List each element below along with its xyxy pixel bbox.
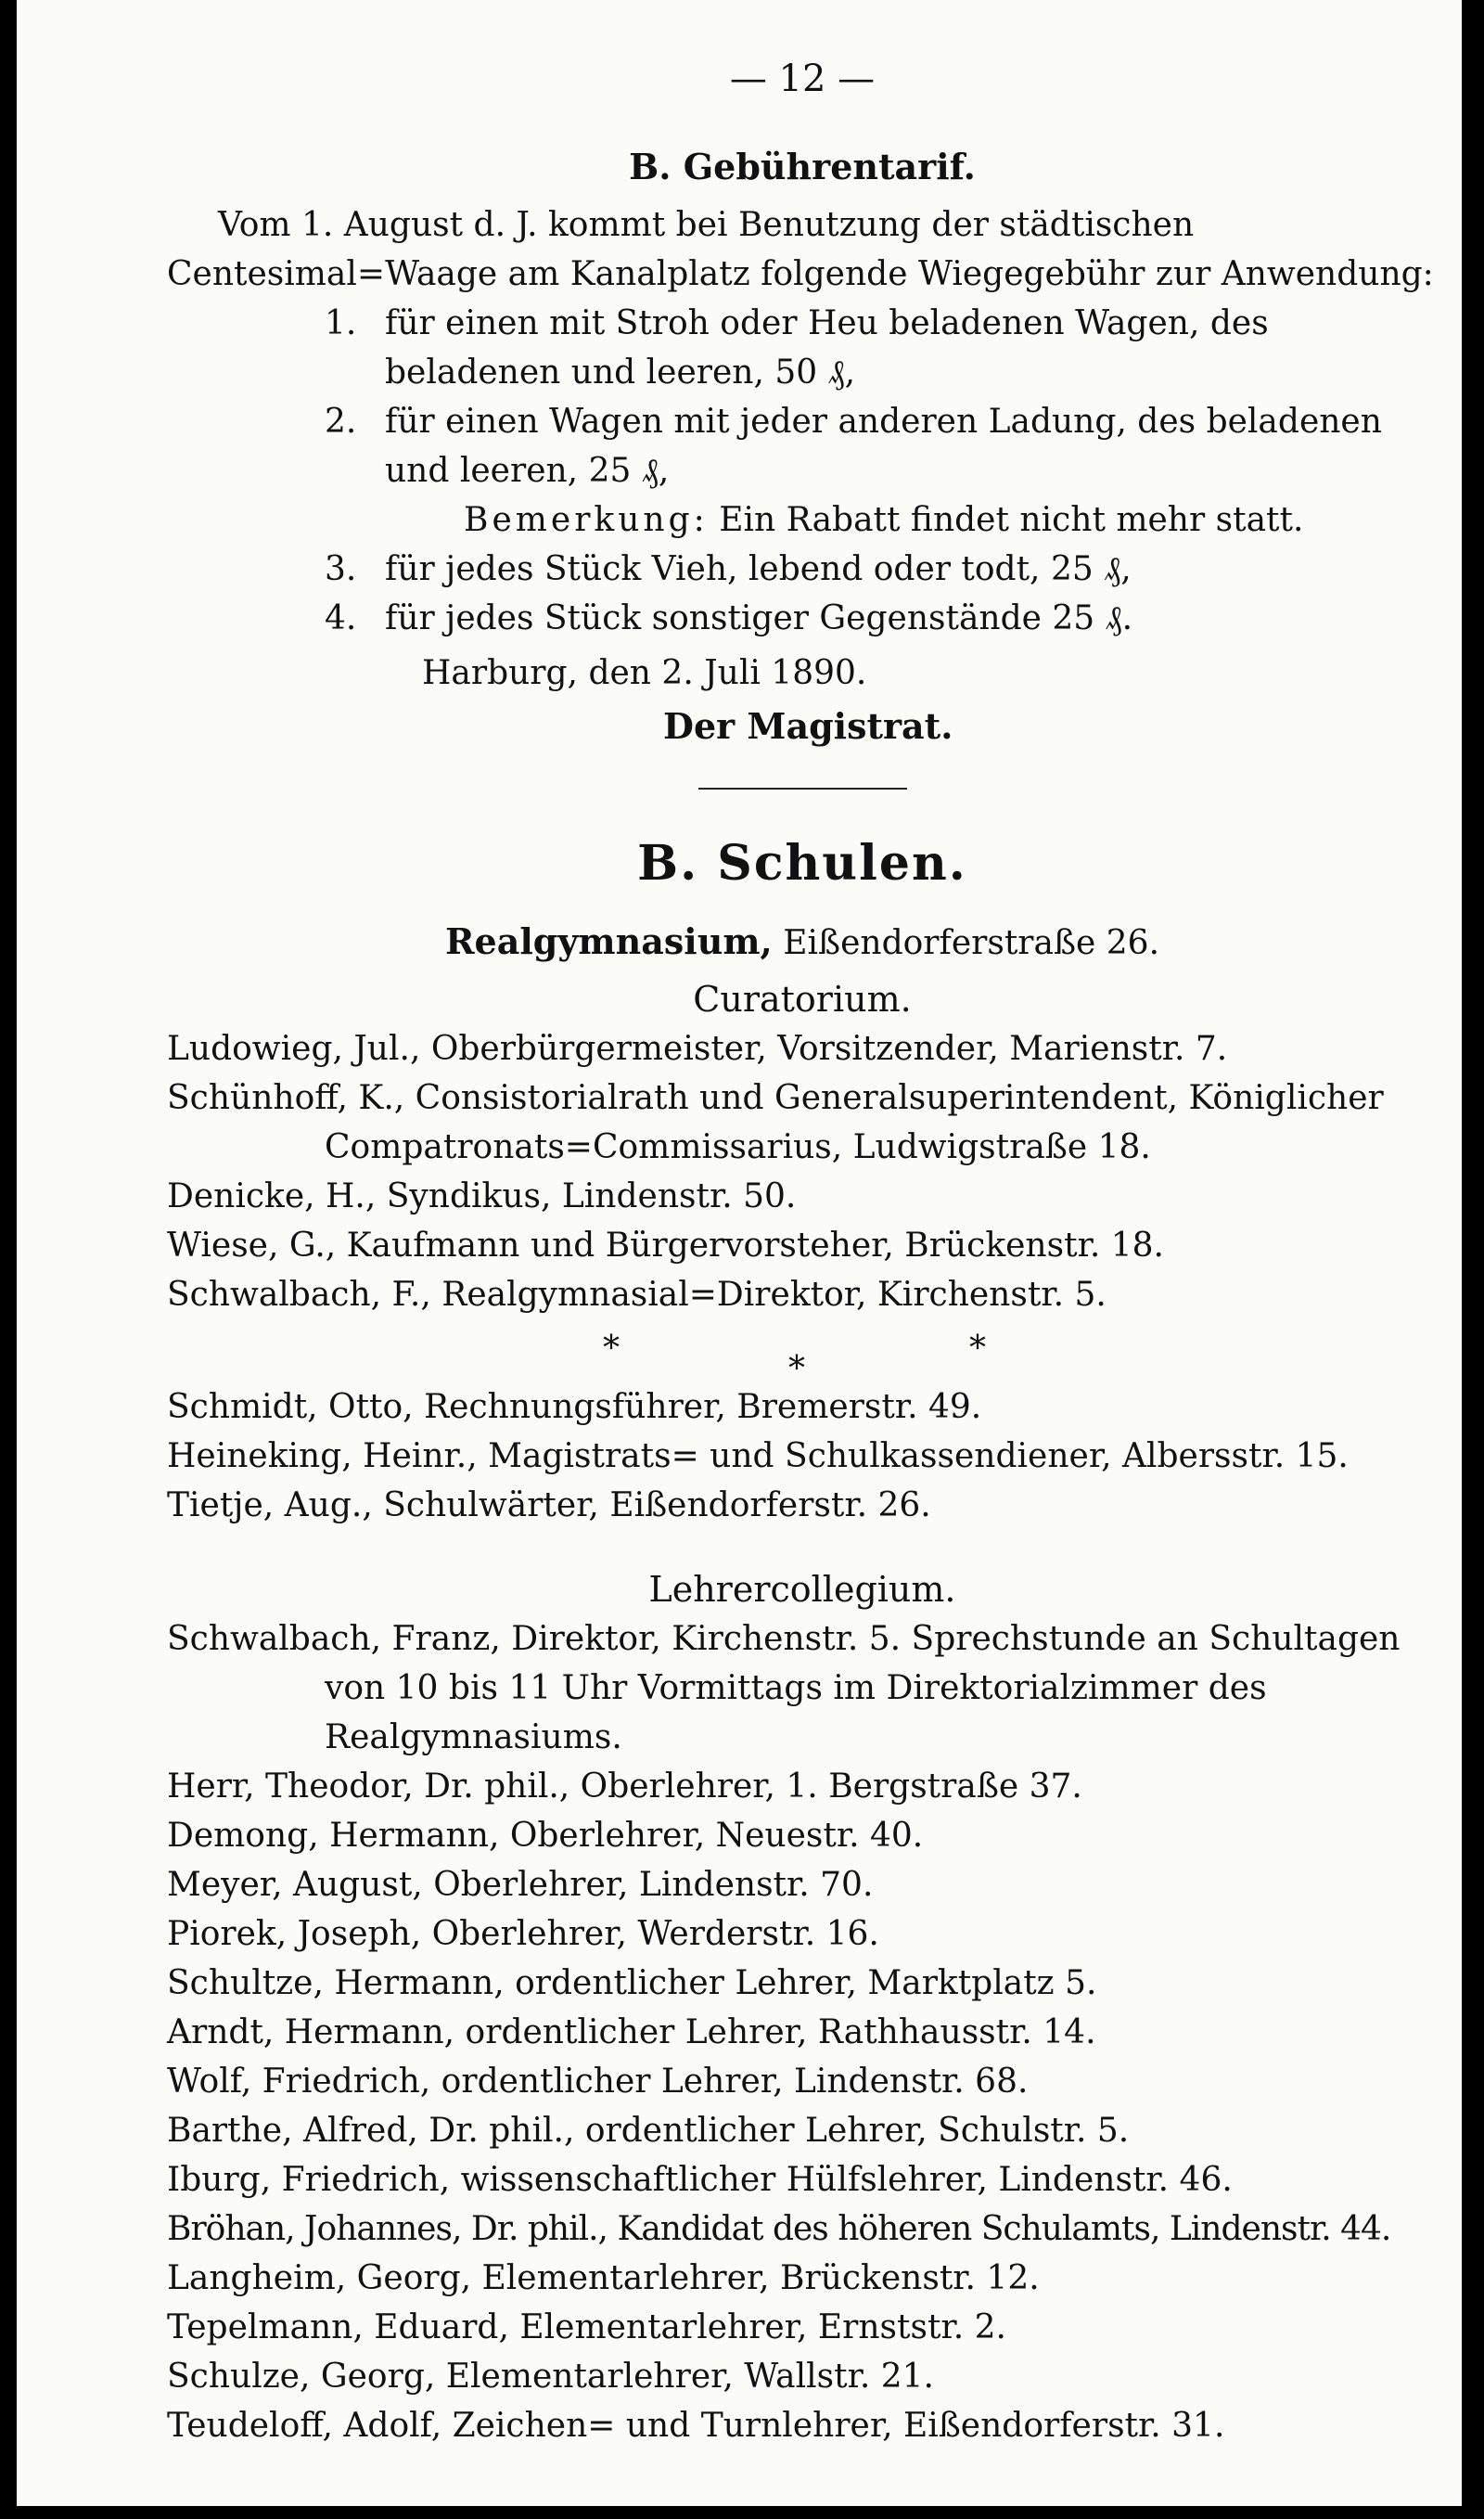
gebuehrentarif-heading: B. Gebührentarif. [629, 146, 976, 187]
list-item: Teudeloff, Adolf, Zeichen= und Turnlehrer, Eißendorferstr. 31. [167, 2407, 1225, 2445]
curatorium-title: Curatorium. [693, 979, 912, 1020]
list-item: Arndt, Hermann, ordentlicher Lehrer, Rathhausstr. 14. [167, 2013, 1096, 2051]
asterisk: * [788, 1350, 805, 1388]
list-item: Schwalbach, Franz, Direktor, Kirchenstr. 5. Sprechstunde an Schultagen von 10 bis 11 Uhr Vormittags im Direktorialzimmer des Realgymnasiums. [167, 1620, 1401, 1756]
lehrer-list [167, 1614, 1438, 2450]
school-title [167, 917, 1438, 968]
tariff-item [167, 397, 1438, 495]
tariff-item-text: für einen mit Stroh oder Heu beladenen Wagen, des beladenen und leeren, 50 ₰, [385, 304, 1269, 392]
staff-list [167, 1382, 1438, 1530]
curatorium-list [167, 1024, 1438, 1319]
list-item: Schwalbach, F., Realgymnasial=Direktor, Kirchenstr. 5. [167, 1276, 1107, 1314]
tariff-item-number: 3. [325, 550, 357, 588]
list-item: Piorek, Joseph, Oberlehrer, Werderstr. 16. [167, 1915, 879, 1953]
list-item: Schmidt, Otto, Rechnungsführer, Bremerstr. 49. [167, 1388, 982, 1426]
schulen-heading: B. Schulen. [637, 835, 967, 892]
list-item: Iburg, Friedrich, wissenschaftlicher Hülfslehrer, Lindenstr. 46. [167, 2161, 1233, 2199]
asterism [167, 1324, 1438, 1388]
list-item: Bröhan, Johannes, Dr. phil., Kandidat des höheren Schulamts, Lindenstr. 44. [167, 2210, 1391, 2248]
tariff-item-text: für einen Wagen mit jeder anderen Ladung, des beladenen und leeren, 25 ₰, [385, 403, 1382, 490]
magistrat-signature: Der Magistrat. [663, 705, 953, 747]
date-line: Harburg, den 2. Juli 1890. [422, 654, 867, 692]
list-item: Wolf, Friedrich, ordentlicher Lehrer, Lindenstr. 68. [167, 2063, 1029, 2101]
page-content [167, 51, 1438, 2450]
list-item: Meyer, August, Oberlehrer, Lindenstr. 70. [167, 1866, 874, 1904]
tariff-item-number: 2. [325, 403, 357, 441]
list-item: Heineking, Heinr., Magistrats= und Schulkassendiener, Albersstr. 15. [167, 1437, 1349, 1475]
bemerkung-label: Bemerkung: [464, 501, 709, 539]
tariff-item-number: 1. [325, 304, 357, 342]
list-item: Demong, Hermann, Oberlehrer, Neuestr. 40. [167, 1817, 924, 1855]
scan-border-bottom [0, 2506, 1484, 2519]
list-item: Wiese, G., Kaufmann und Bürgervorsteher, Brückenstr. 18. [167, 1227, 1164, 1265]
list-item: Schünhoff, K., Consistorialrath und Generalsuperintendent, Königlicher Compatronats=Commissarius, Ludwigstraße 18. [167, 1079, 1384, 1166]
list-item: Schulze, Georg, Elementarlehrer, Wallstr. 21. [167, 2358, 934, 2396]
list-item: Tietje, Aug., Schulwärter, Eißendorferstr. 26. [167, 1486, 931, 1524]
tariff-item-text: für jedes Stück Vieh, lebend oder todt, 25 ₰, [385, 550, 1132, 588]
bemerkung-text: Ein Rabatt findet nicht mehr statt. [719, 501, 1304, 539]
scan-border-right [1462, 0, 1484, 2519]
list-item: Langheim, Georg, Elementarlehrer, Brückenstr. 12. [167, 2259, 1040, 2297]
school-name: Realgymnasium, [444, 920, 773, 962]
tariff-item [167, 594, 1438, 643]
list-item: Schultze, Hermann, ordentlicher Lehrer, Marktplatz 5. [167, 1964, 1097, 2002]
gebuehrentarif-intro: Vom 1. August d. J. kommt bei Benutzung der städtischen Centesimal=Waage am Kanalplatz folgende Wiegegebühr zur Anwendung: [167, 206, 1434, 293]
school-address: Eißendorferstraße 26. [783, 924, 1160, 962]
asterisk: * [603, 1330, 620, 1368]
scan-border-left [0, 0, 17, 2519]
page-number: — 12 — [729, 58, 876, 100]
asterisk: * [969, 1330, 986, 1368]
list-item: Herr, Theodor, Dr. phil., Oberlehrer, 1. Bergstraße 37. [167, 1767, 1082, 1806]
tariff-item [167, 545, 1438, 594]
lehrercollegium-title: Lehrercollegium. [648, 1569, 956, 1610]
tariff-item-number: 4. [325, 599, 357, 637]
list-item: Tepelmann, Eduard, Elementarlehrer, Ernststr. 2. [167, 2308, 1006, 2346]
tariff-item-text: für jedes Stück sonstiger Gegenstände 25 ₰. [385, 599, 1133, 637]
list-item: Denicke, H., Syndikus, Lindenstr. 50. [167, 1177, 797, 1215]
tariff-item [167, 299, 1438, 397]
section-divider [698, 788, 907, 790]
bemerkung-note [167, 495, 1438, 545]
list-item: Barthe, Alfred, Dr. phil., ordentlicher Lehrer, Schulstr. 5. [167, 2112, 1130, 2150]
list-item: Ludowieg, Jul., Oberbürgermeister, Vorsitzender, Marienstr. 7. [167, 1030, 1228, 1068]
